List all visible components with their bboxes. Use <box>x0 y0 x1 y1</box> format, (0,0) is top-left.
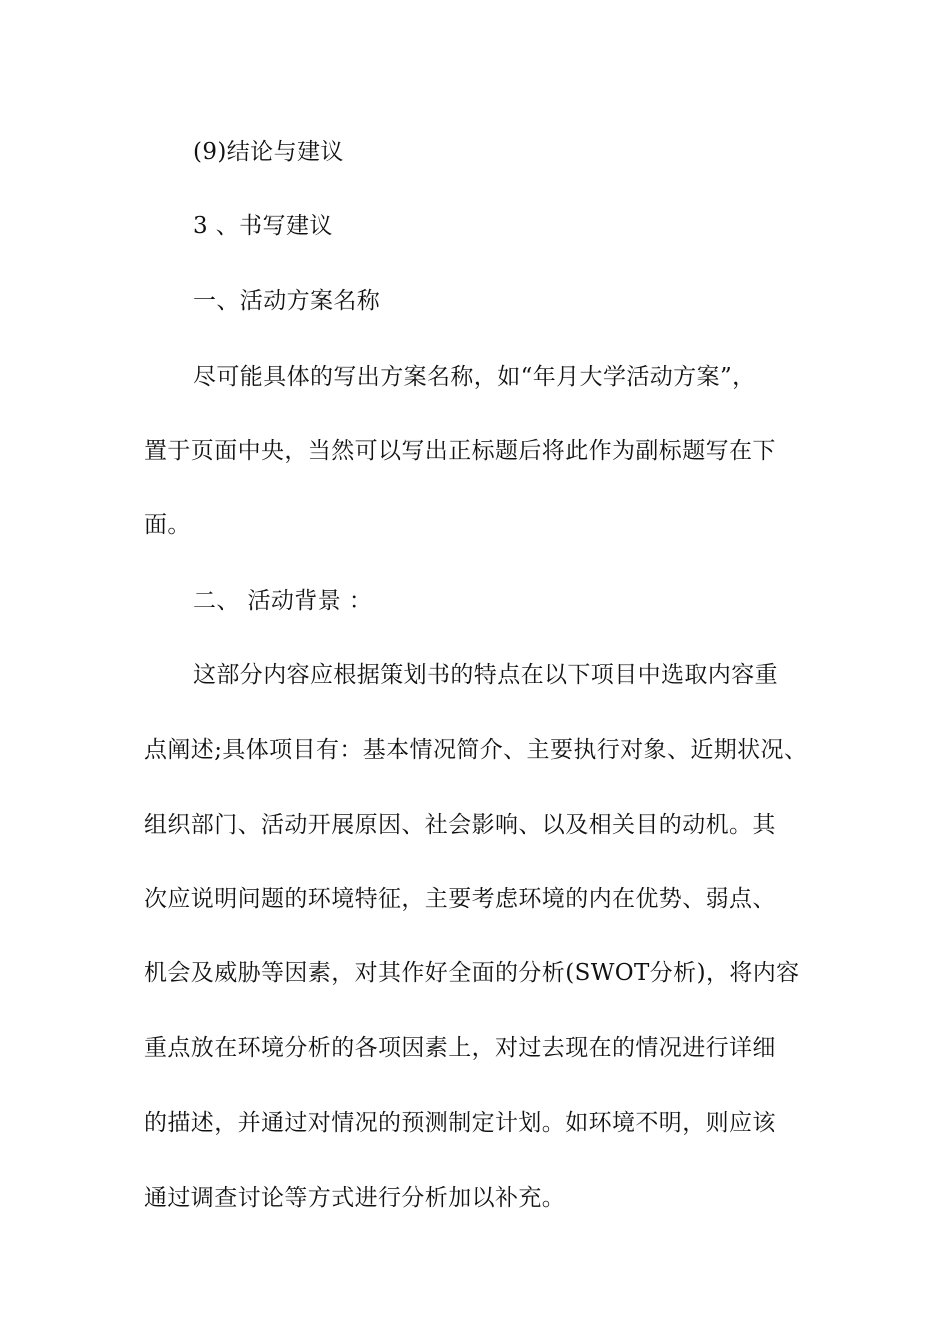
section-heading-writing-advice: 3 、书写建议 <box>193 213 333 239</box>
paragraph-line: 这部分内容应根据策划书的特点在以下项目中选取内容重 <box>193 662 778 688</box>
heading-activity-background: 二、 活动背景 ： <box>193 588 373 614</box>
paragraph-line: 尽可能具体的写出方案名称，如“年月大学活动方案”， <box>193 364 756 390</box>
paragraph-line: 通过调查讨论等方式进行分析加以补充。 <box>144 1185 566 1211</box>
paragraph-line: 点阐述;具体项目有：基本情况简介、主要执行对象、近期状况、 <box>144 737 808 763</box>
paragraph-line: 次应说明问题的环境特征，主要考虑环境的内在优势、弱点、 <box>144 886 776 912</box>
paragraph-line: 机会及威胁等因素，对其作好全面的分析(SWOT分析)，将内容 <box>144 960 800 986</box>
heading-activity-plan-name: 一、活动方案名称 <box>193 288 381 314</box>
list-item-conclusion: (9)结论与建议 <box>193 139 344 165</box>
paragraph-line: 置于页面中央，当然可以写出正标题后将此作为副标题写在下 <box>144 438 776 464</box>
paragraph-line: 重点放在环境分析的各项因素上，对过去现在的情况进行详细 <box>144 1035 776 1061</box>
paragraph-line: 组织部门、活动开展原因、社会影响、以及相关目的动机。其 <box>144 812 776 838</box>
paragraph-line: 的描述，并通过对情况的预测制定计划。如环境不明，则应该 <box>144 1110 776 1136</box>
paragraph-line: 面。 <box>144 512 191 538</box>
